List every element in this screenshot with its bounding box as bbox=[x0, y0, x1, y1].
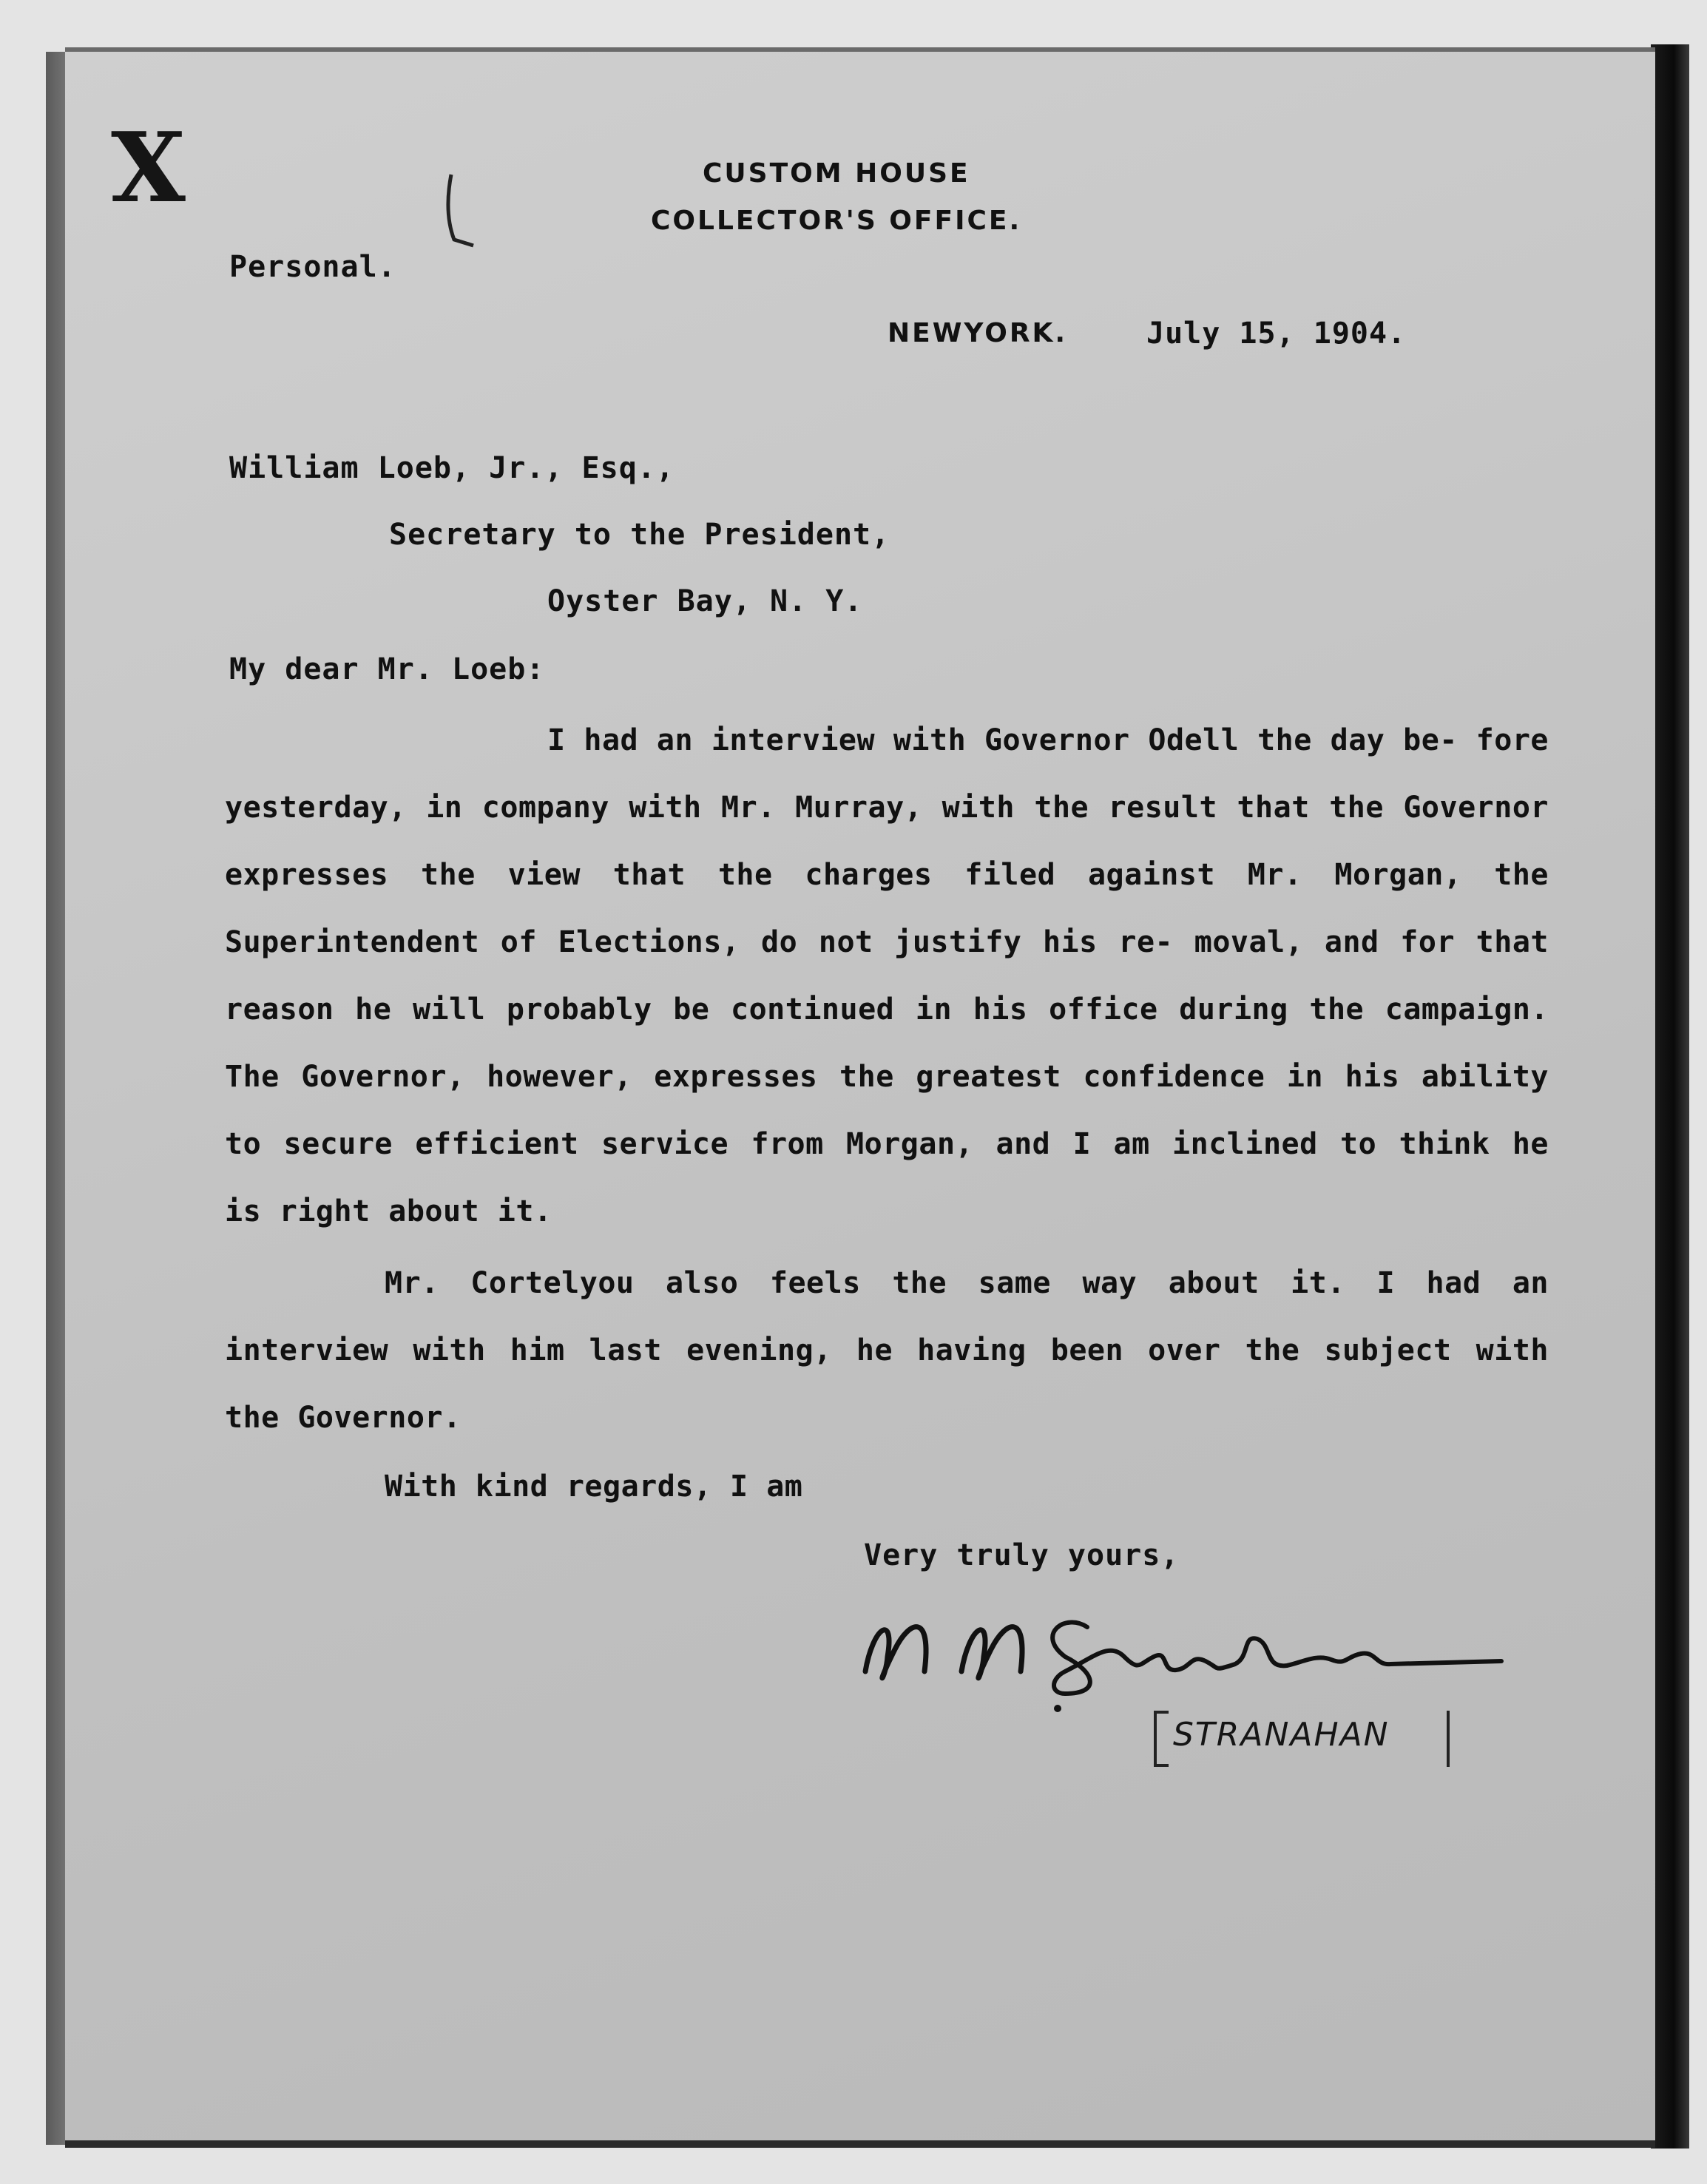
salutation: My dear Mr. Loeb: bbox=[229, 652, 545, 686]
letterhead-line-2: COLLECTOR'S OFFICE. bbox=[651, 206, 1022, 236]
letterhead-line-1: CUSTOM HOUSE bbox=[703, 158, 970, 189]
body-paragraph-1: I had an interview with Governor Odell the day be- fore yesterday, in company with Mr. Murray, with the result that the Governor expresses the view that the charges filed against Mr. Morgan, the Superintendent of Elections, do not justify his re- moval, and for that reason he will probably be continued in his office during the campaign. The Governor, however, expresses the greatest confidence in his ability to secure efficient service from Morgan, and I am inclined to think he is right about it. bbox=[225, 723, 1549, 1228]
signature bbox=[843, 1583, 1524, 1723]
dateline-date: July 15, 1904. bbox=[1146, 317, 1407, 351]
dateline-place: NEWYORK. bbox=[888, 318, 1068, 348]
pencil-mark bbox=[441, 169, 485, 250]
closing: Very truly yours, bbox=[864, 1538, 1180, 1572]
body-paragraph-2: Mr. Cortelyou also feels the same way about it. I had an interview with him last evening, he having been over the subject with the Governor. bbox=[225, 1266, 1549, 1435]
personal-marking: Personal. bbox=[229, 250, 396, 284]
right-edge-shadow bbox=[1651, 44, 1689, 2148]
signature-name-stamp: STRANAHAN bbox=[1173, 1716, 1390, 1754]
recipient-name: William Loeb, Jr., Esq., bbox=[229, 451, 675, 485]
recipient-title: Secretary to the President, bbox=[389, 518, 890, 552]
handwritten-corner-mark: X bbox=[111, 111, 186, 224]
recipient-location: Oyster Bay, N. Y. bbox=[547, 584, 863, 618]
body-paragraph-3: With kind regards, I am bbox=[385, 1470, 803, 1504]
